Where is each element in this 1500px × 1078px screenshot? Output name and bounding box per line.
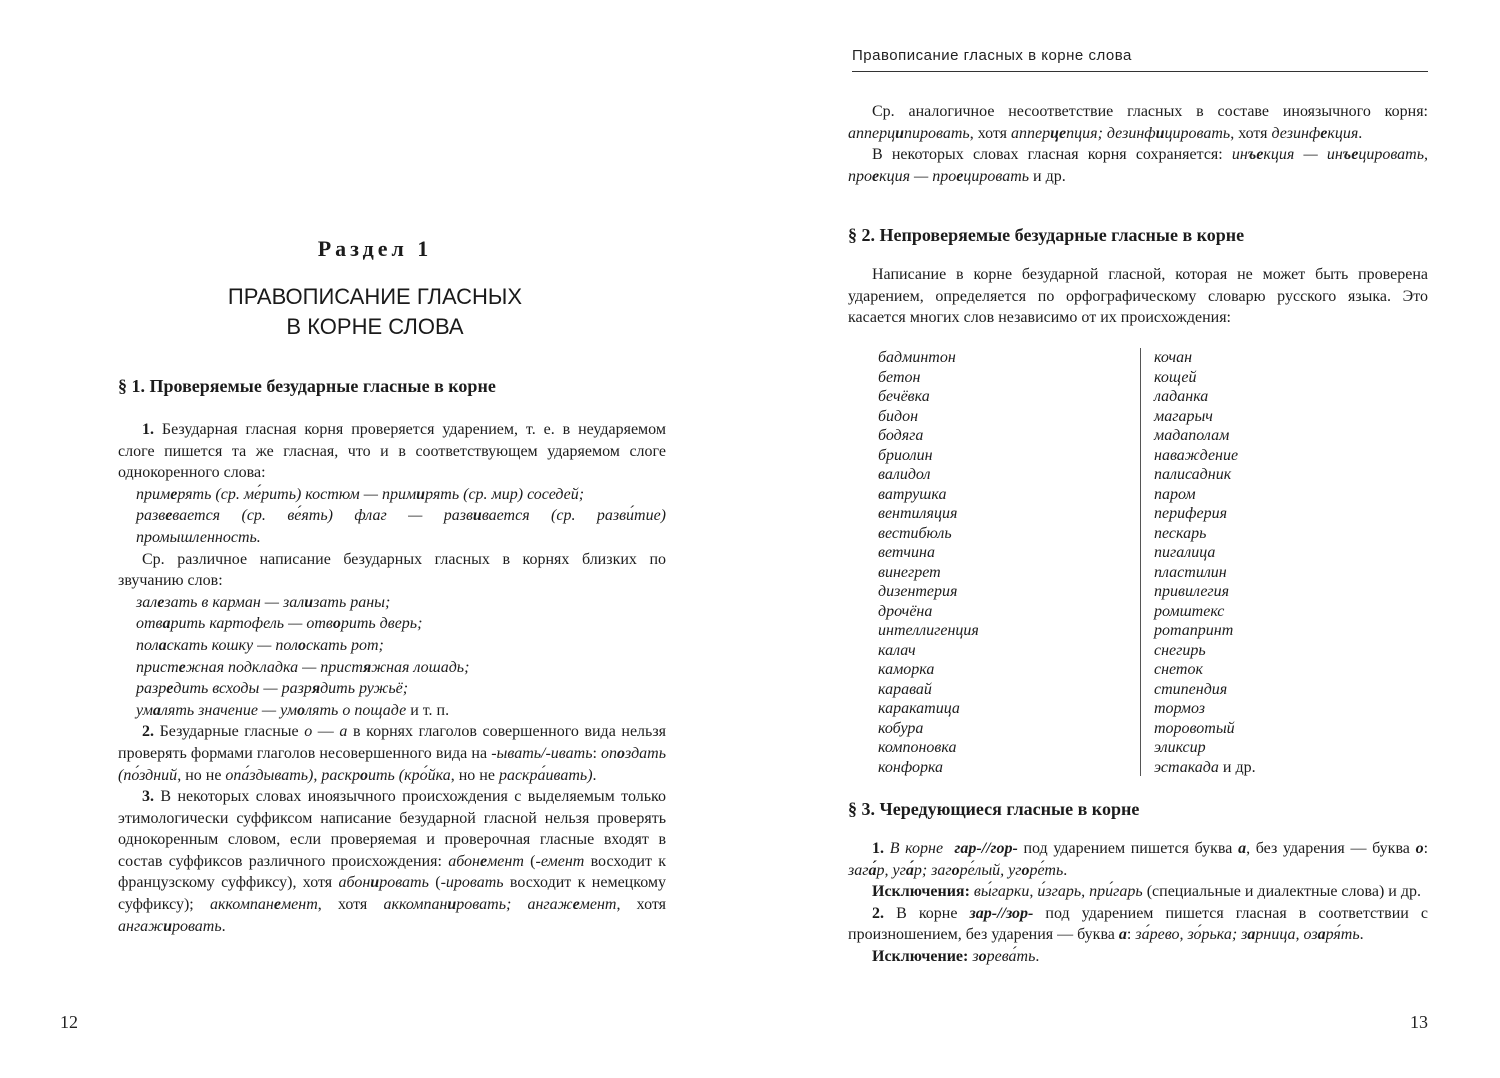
paragraph3-body bbox=[848, 838, 1428, 968]
rule2-text: 2. Безударные гласные о — а в корнях глаголов совершенного вида нельзя проверять формами глаголов несовершенного вида на -ывать/-ивать: опоздать (по́здний, но не опа́здывать), раскроить (кро́йка, но не раскра́ивать). bbox=[118, 723, 667, 784]
word-list-item: ветчина bbox=[878, 544, 935, 561]
word-list-item: винегрет bbox=[878, 563, 941, 581]
word-list-item: привилегия bbox=[1154, 583, 1230, 600]
paragraph2-heading: § 2. Непроверяемые безударные гласные в корне bbox=[848, 225, 1245, 245]
word-list-item: снеток bbox=[1154, 661, 1203, 678]
word-list-item: кочан bbox=[1154, 349, 1193, 366]
left-page-number: 12 bbox=[60, 1012, 78, 1032]
chapter-title-line2: В КОРНЕ СЛОВА bbox=[286, 314, 464, 339]
word-list-item: валидол bbox=[878, 466, 931, 483]
word-list-item: палисадник bbox=[1154, 466, 1232, 483]
paragraph3-heading-block bbox=[848, 799, 1428, 821]
word-list-item: мадаполам bbox=[1154, 427, 1230, 444]
word-list-item: каракатица bbox=[878, 700, 960, 717]
example-umalyat: умалять значение — умолять о пощаде и т. п. bbox=[136, 701, 450, 719]
word-list-item: дрочёна bbox=[878, 602, 933, 620]
example-zalezat: залезать в карман — зализать раны; bbox=[136, 593, 391, 611]
word-list-item: пескарь bbox=[1154, 524, 1207, 542]
paragraph1-body bbox=[118, 419, 666, 937]
chapter-title-line1: ПРАВОПИСАНИЕ ГЛАСНЫХ bbox=[227, 284, 523, 309]
paragraph1-continuation bbox=[848, 101, 1428, 187]
word-list-item: ватрушка bbox=[878, 485, 947, 503]
injection-note: В некоторых словах гласная корня сохраняется: инъекция — инъецировать, проекция — проецировать и др. bbox=[848, 146, 1428, 185]
paragraph1-heading-block bbox=[118, 376, 666, 398]
word-list-item: интеллигенция bbox=[878, 622, 979, 639]
chapter-title bbox=[0, 282, 750, 342]
paragraph2-text: Написание в корне безударной гласной, которая не может быть проверена ударением, определяется по орфографическому словарю русского языка. Это касается многих слов независимо от их происхождения: bbox=[848, 266, 1428, 327]
running-head: Правописание гласных в корне слова bbox=[852, 47, 1428, 72]
word-list-item: бидон bbox=[878, 407, 919, 425]
paragraph2-body bbox=[848, 264, 1428, 329]
example-razvevaetsya: развевается (ср. ве́ять) флаг — развивается (ср. разви́тие) промышленность. bbox=[136, 507, 667, 546]
gar-gor-exceptions: Исключения: вы́гарки, и́згарь, при́гарь (специальные и диалектные слова) и др. bbox=[872, 883, 1421, 901]
word-list-item: кощей bbox=[1154, 368, 1197, 386]
word-list-item: магарыч bbox=[1154, 407, 1213, 425]
gar-gor-rule: 1. В корне гар-//гор- под ударением пишется буква а, без ударения — буква о: зага́р, уга́р; загоре́лый, угоре́ть. bbox=[848, 840, 1429, 879]
paragraph1-heading: § 1. Проверяемые безударные гласные в корне bbox=[118, 376, 496, 396]
word-list-item: конфорка bbox=[878, 758, 944, 776]
word-list-item: ладанка bbox=[1154, 388, 1209, 405]
word-list-item: стипендия bbox=[1154, 680, 1228, 698]
word-list-item: ротапринт bbox=[1154, 622, 1234, 639]
word-list-item: каравай bbox=[878, 680, 932, 698]
example-razredit: разредить всходы — разрядить ружьё; bbox=[136, 680, 409, 698]
word-list-divider bbox=[1140, 348, 1141, 776]
word-list-item: бечёвка bbox=[878, 388, 930, 405]
word-list-end: и др. bbox=[1218, 758, 1256, 776]
zar-zor-exception: Исключение: зорева́ть. bbox=[872, 947, 1040, 965]
word-list-item: эликсир bbox=[1154, 739, 1206, 756]
word-list-item: калач bbox=[878, 641, 916, 659]
word-list-item: пигалица bbox=[1154, 544, 1216, 561]
word-list-item: вентиляция bbox=[878, 505, 958, 522]
word-list-item: бодяга bbox=[878, 427, 924, 444]
word-list-item: наваждение bbox=[1154, 446, 1239, 464]
word-list-item: тормоз bbox=[1154, 700, 1205, 717]
paragraph3-heading: § 3. Чередующиеся гласные в корне bbox=[848, 799, 1140, 819]
example-pristezhnaya: пристежная подкладка — пристяжная лошадь; bbox=[136, 658, 470, 676]
paragraph2-heading-block bbox=[848, 225, 1428, 247]
comparison-intro: Ср. различное написание безударных гласных в корнях близких по звучанию слов: bbox=[118, 550, 666, 590]
section-label: Раздел 1 bbox=[317, 236, 433, 261]
word-list-column-1 bbox=[878, 348, 1138, 777]
word-list-item: компоновка bbox=[878, 739, 957, 756]
right-page bbox=[750, 0, 1500, 1078]
rule3-text: 3. В некоторых словах иноязычного происхождения с выделяемым только этимологически суффиксом написание безударной гласной нельзя проверять однокоренным словом, если проверяемая и проверочная гласные входят в состав суффиксов различного происхождения: абонемент (-емент восходит к французскому суффиксу), хотя абонировать (-ировать восходит к немецкому суффиксу); аккомпанемент, хотя аккомпанировать; ангажемент, хотя ангажировать. bbox=[118, 788, 667, 935]
example-polaskat: поласкать кошку — полоскать рот; bbox=[136, 636, 384, 654]
word-list-item: снегирь bbox=[1154, 641, 1206, 659]
word-list-item: ромштекс bbox=[1154, 602, 1225, 620]
word-list-item: торовотый bbox=[1154, 719, 1235, 737]
word-list-item: кобура bbox=[878, 719, 924, 737]
word-list-item: бадминтон bbox=[878, 349, 956, 366]
word-list-item: вестибюль bbox=[878, 524, 952, 542]
word-list-item: бетон bbox=[878, 368, 921, 386]
word-list-column-2 bbox=[1154, 348, 1414, 777]
example-primeryat: примерять (ср. ме́рить) костюм — примирять (ср. мир) соседей; bbox=[136, 485, 585, 503]
zar-zor-rule: 2. В корне зар-//зор- под ударением пишется гласная в соответствии с произношением, без ударения — буква а: за́рево, зо́рька; зарница, озаря́ть. bbox=[848, 904, 1428, 944]
word-list-item: бриолин bbox=[878, 446, 933, 464]
word-list-item: паром bbox=[1154, 485, 1196, 503]
word-list-item: каморка bbox=[878, 661, 935, 678]
apperception-note: Ср. аналогичное несоответствие гласных в составе иноязычного корня: апперципировать, хотя апперцепция; дезинфицировать, хотя дезинфекция. bbox=[848, 103, 1428, 142]
right-page-number: 13 bbox=[1410, 1012, 1428, 1032]
word-list-item: эстакада и др. bbox=[1154, 758, 1256, 776]
word-list-item: пластилин bbox=[1154, 563, 1227, 581]
example-otvarit: отварить картофель — отворить дверь; bbox=[136, 615, 423, 633]
word-list-item: периферия bbox=[1154, 505, 1227, 522]
rule1-text: 1. Безударная гласная корня проверяется ударением, т. е. в неударяемом слоге пишется та же гласная, что и в соответствующем ударяемом слоге однокоренного слова: bbox=[118, 421, 666, 482]
word-list-item: дизентерия bbox=[878, 583, 958, 600]
